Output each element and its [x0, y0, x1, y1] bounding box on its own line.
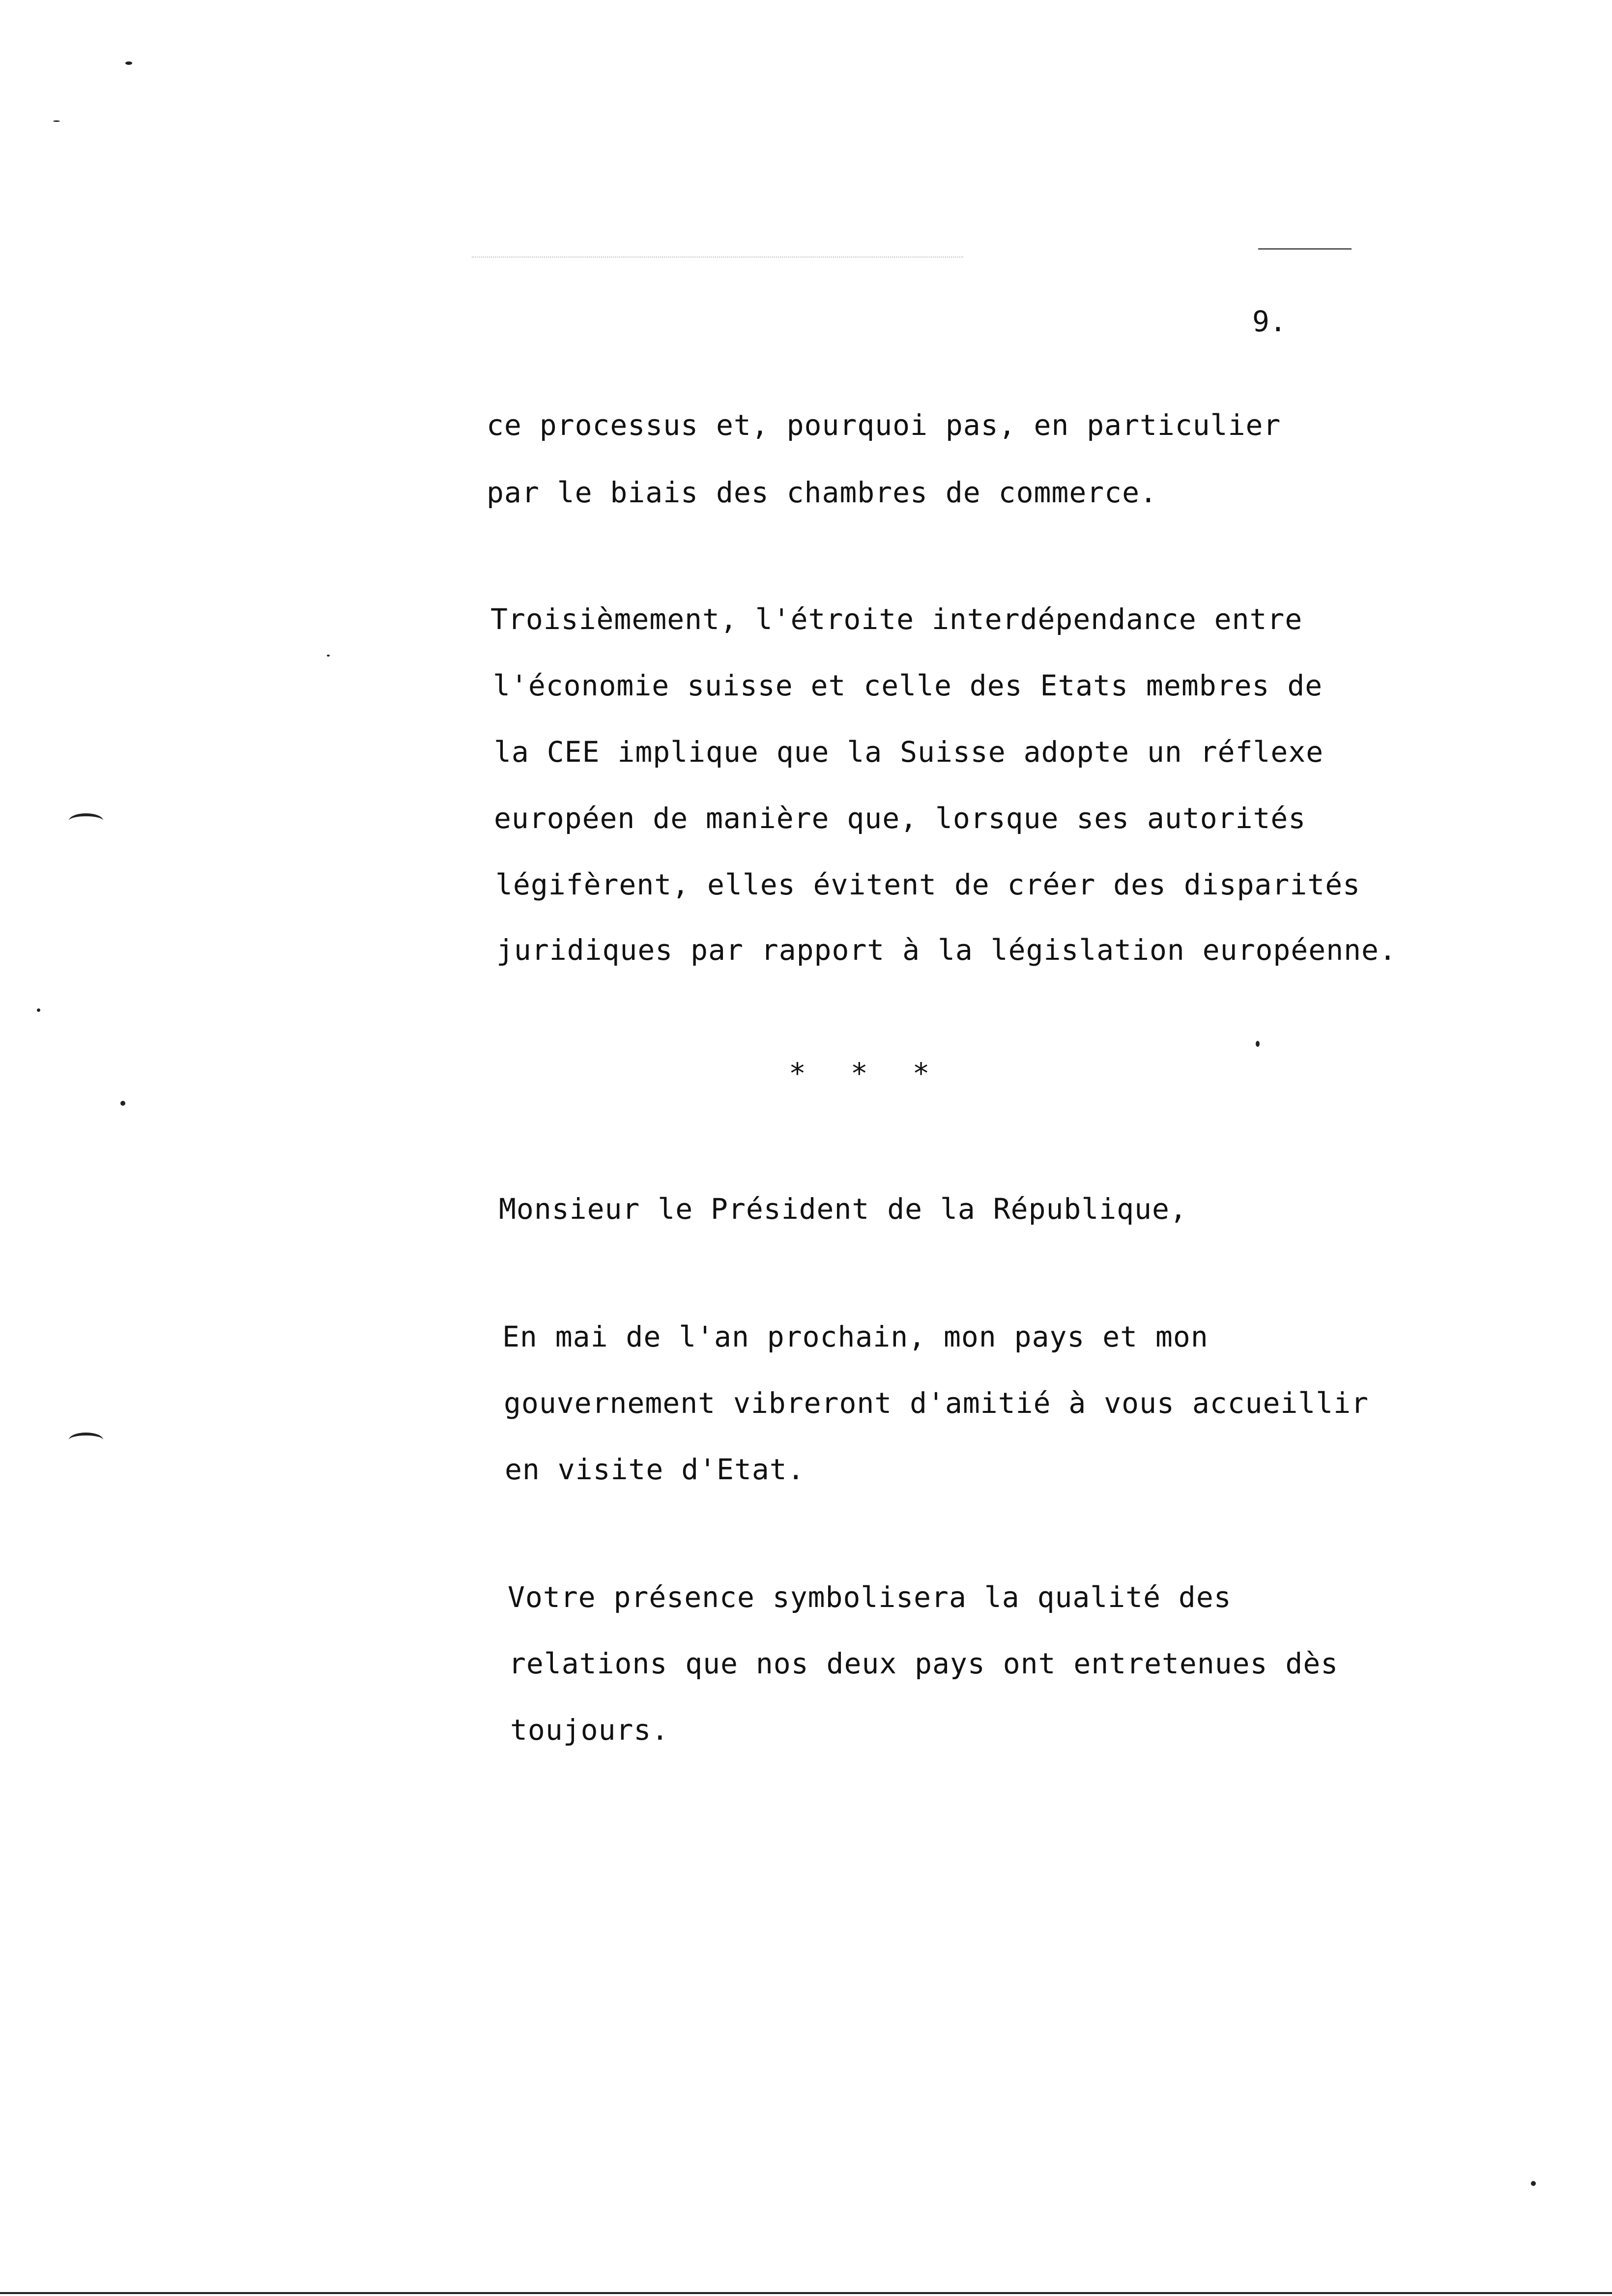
text-line: ce processus et, pourquoi pas, en particulier — [487, 408, 1281, 442]
text-line: juridiques par rapport à la législation européenne. — [496, 933, 1397, 967]
text-line: relations que nos deux pays ont entretenues dès — [509, 1647, 1339, 1680]
scan-mark — [69, 1433, 103, 1447]
scan-speck — [1531, 2181, 1536, 2186]
section-separator: * * * — [789, 1057, 944, 1090]
text-line: européen de manière que, lorsque ses autorités — [494, 802, 1306, 835]
text-line: toujours. — [510, 1713, 669, 1747]
text-line: En mai de l'an prochain, mon pays et mon — [502, 1320, 1209, 1353]
text-line: en visite d'Etat. — [505, 1453, 805, 1486]
text-line: par le biais des chambres de commerce. — [487, 476, 1157, 509]
text-line: légifèrent, elles évitent de créer des disparités — [495, 868, 1361, 901]
scan-speck — [120, 1101, 125, 1106]
text-line: Troisièmement, l'étroite interdépendance entre — [490, 603, 1303, 636]
scan-speck — [37, 1008, 40, 1012]
scan-speck — [125, 61, 132, 65]
text-line: la CEE implique que la Suisse adopte un réflexe — [494, 735, 1324, 769]
scan-speck — [327, 655, 330, 657]
text-line: Votre présence symbolisera la qualité des — [508, 1580, 1232, 1614]
scan-mark — [69, 813, 103, 828]
salutation: Monsieur le Président de la République, — [499, 1192, 1187, 1226]
scan-speck — [1256, 1041, 1260, 1047]
scan-speck — [53, 120, 60, 122]
bottom-edge — [0, 2292, 1612, 2294]
page-number: 9. — [1252, 305, 1287, 338]
header-rule — [1258, 248, 1352, 250]
text-line: l'économie suisse et celle des Etats membres de — [493, 669, 1323, 702]
text-line: gouvernement vibreront d'amitié à vous accueillir — [504, 1386, 1369, 1420]
header-scan-artifact — [472, 257, 963, 258]
